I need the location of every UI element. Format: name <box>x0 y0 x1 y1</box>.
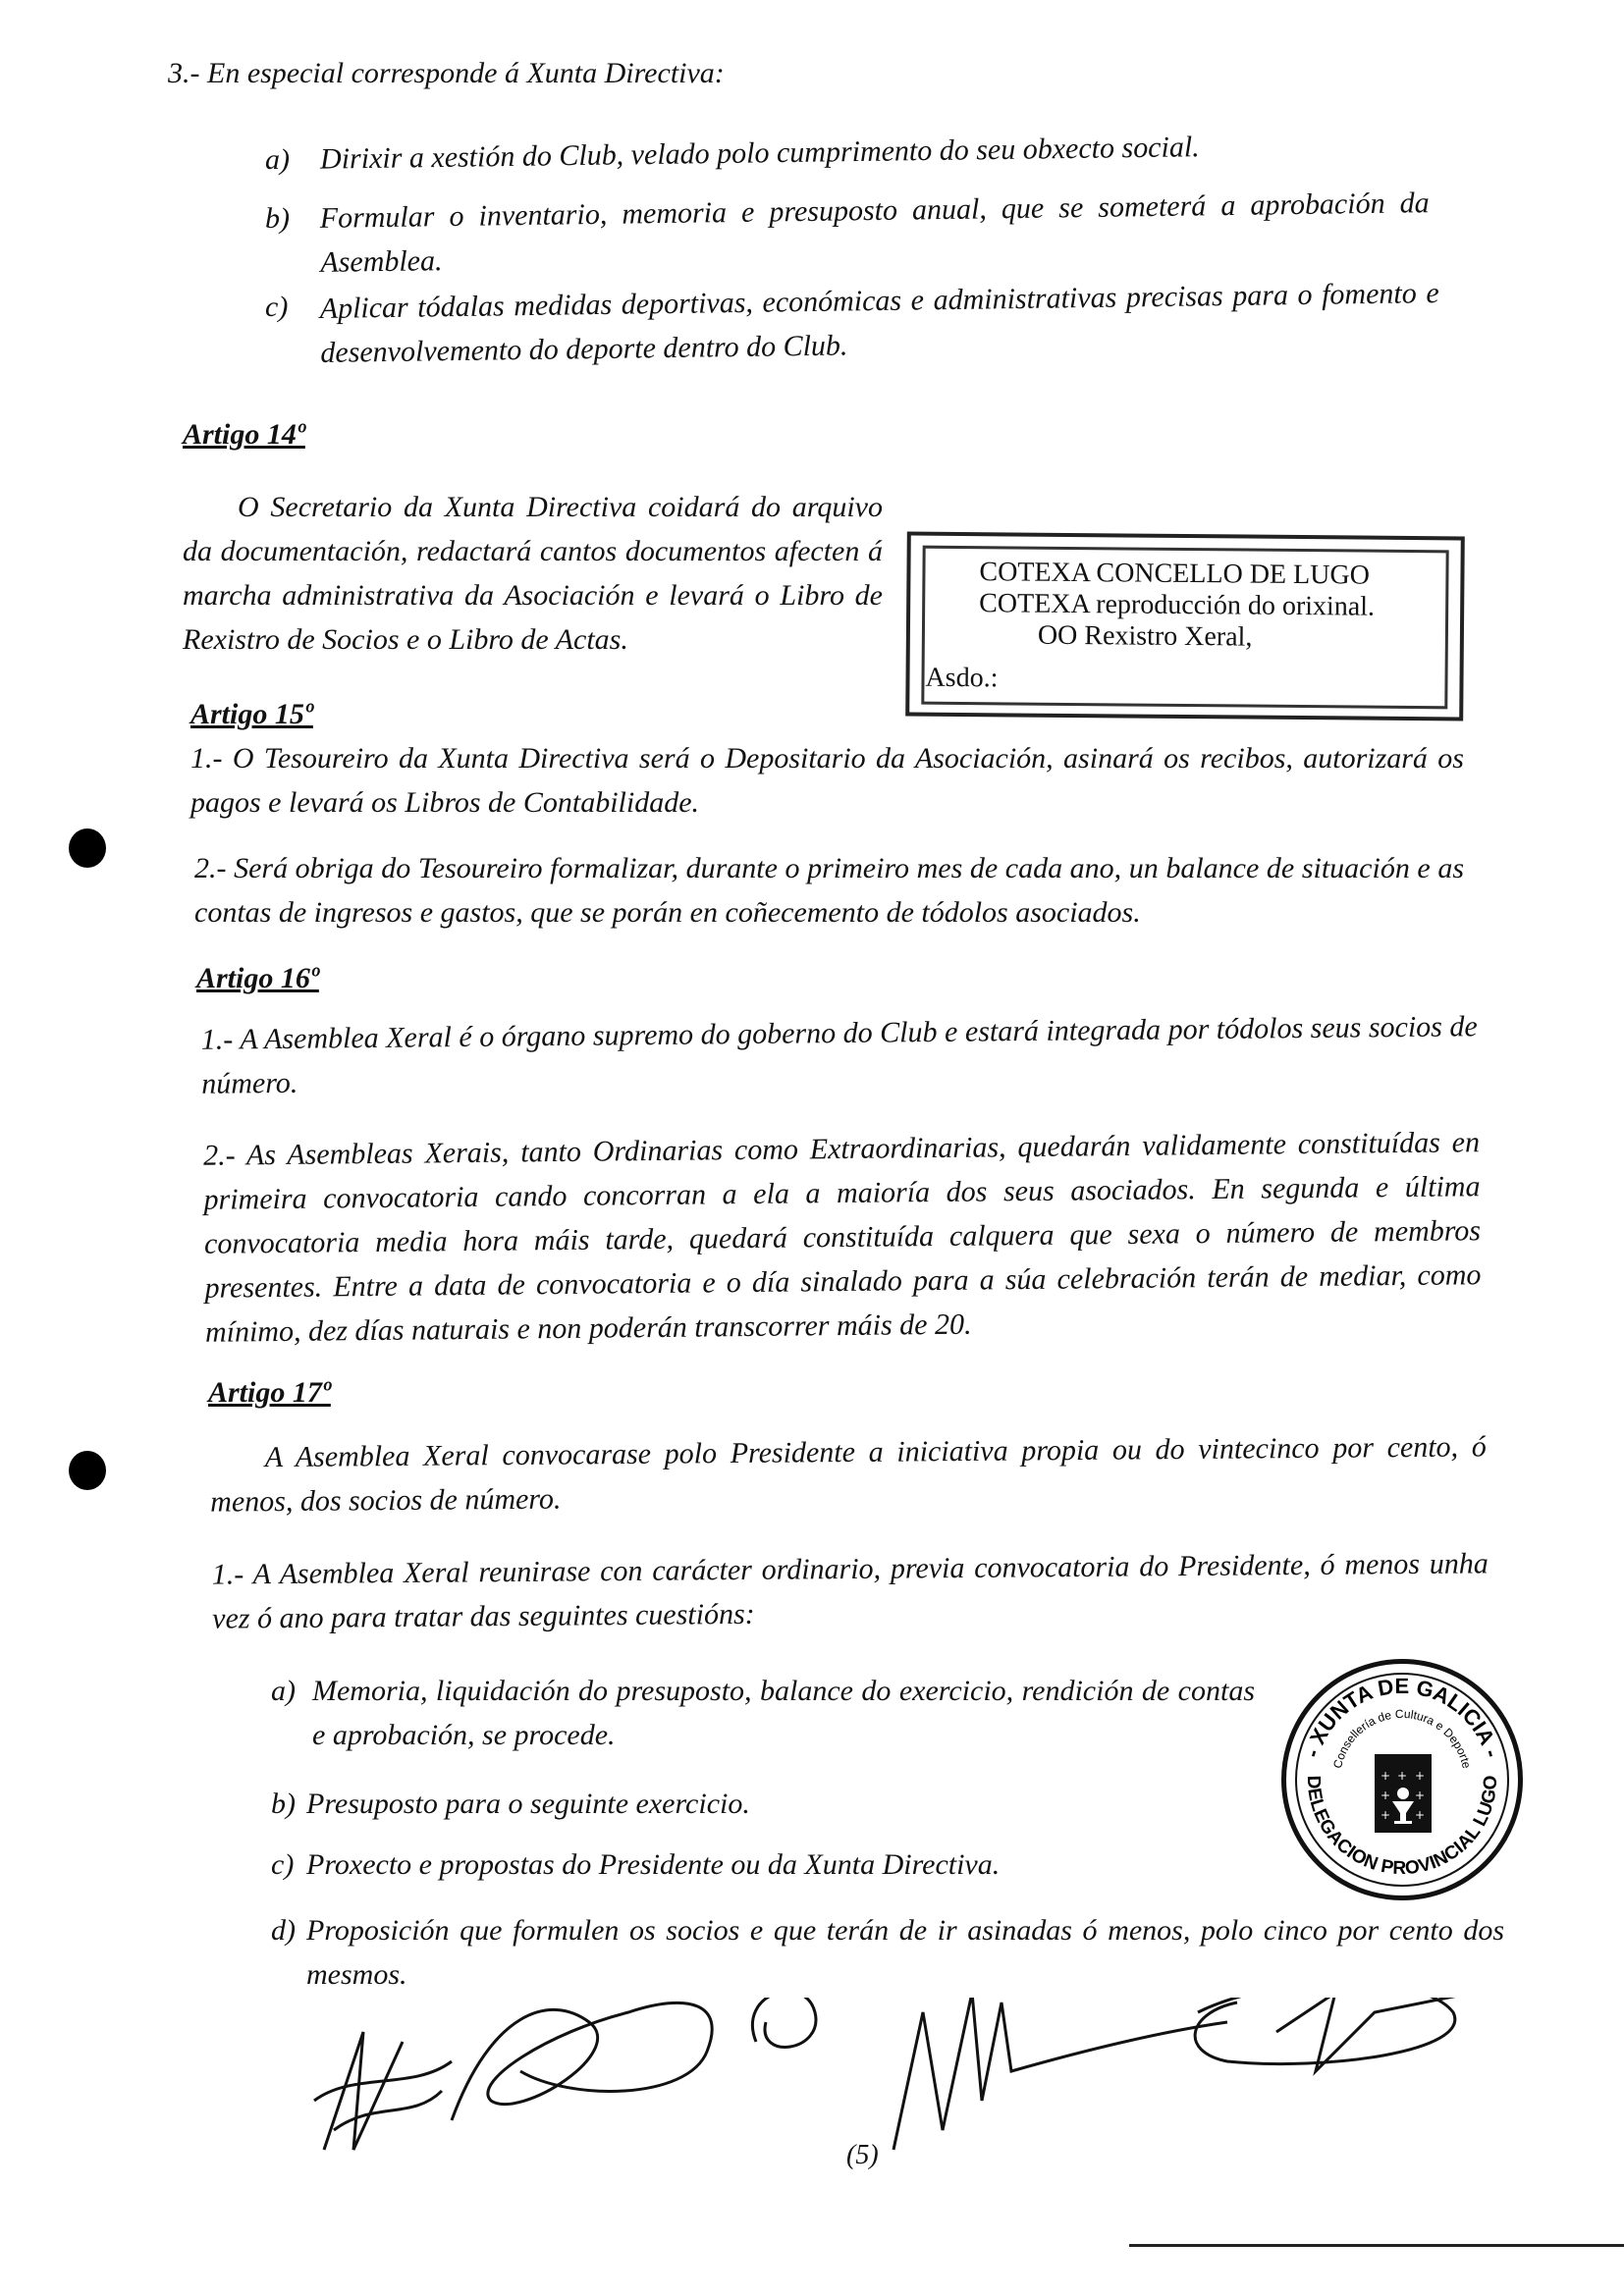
svg-text:+: + <box>1415 1808 1426 1822</box>
stamp-line: COTEXA reproducción do orixinal. <box>979 588 1376 622</box>
list-item: Presuposto para o seguinte exercicio. <box>306 1788 750 1820</box>
punch-hole <box>69 828 106 868</box>
svg-text:- XUNTA DE GALICIA -: - XUNTA DE GALICIA - <box>1299 1673 1505 1761</box>
certification-stamp <box>905 532 1465 721</box>
article-17-p1: 1.- A Asemblea Xeral reunirase con carácter ordinario, previa convocatoria do Presidente, ó menos unha vez ó ano para tratar das seguintes cuestións: <box>211 1547 1489 1635</box>
article-17-heading: Artigo 17º <box>208 1376 331 1409</box>
article-16-p2: 2.- As Asembleas Xerais, tanto Ordinarias como Extraordinarias, quedarán validamente constituídas en primeira convocatoria cando concorran a ela a maioría dos seus asociados. En segunda e última convocatoria media hora máis tarde, quedará constituída calquera que sexa o número de membros presentes. Entre a data de convocatoria e o día sinalado para a súa celebración terán de mediar, como mínimo, dez días naturais e non poderán transcorrer máis de 20. <box>202 1126 1482 1349</box>
article-17-intro: A Asemblea Xeral convocarase polo Presidente a iniciativa propia ou do vintecinco por cento, ó menos, dos socios de número. <box>210 1430 1487 1519</box>
list-item: Aplicar tódalas medidas deportivas, económicas e administrativas precisas para o fomento e desenvolvemento do deporte dentro do Club. <box>319 277 1439 369</box>
list-item: Memoria, liquidación do presuposto, balance do exercicio, rendición de contas e aprobación, se procede. <box>312 1675 1255 1751</box>
stamp-line: COTEXA CONCELLO DE LUGO <box>979 557 1371 591</box>
article-15-p2: 2.- Será obriga do Tesoureiro formalizar, durante o primeiro mes de cada ano, un balance de situación e as contas de ingresos e gastos, que se porán en coñecemento de tódolos asociados. <box>194 852 1464 929</box>
signatures <box>295 1998 1512 2184</box>
seal-emblem-icon <box>1286 1664 1518 1896</box>
list-label: c) <box>271 1848 295 1881</box>
svg-text:DELEGACION PROVINCIAL LUGO: DELEGACION PROVINCIAL LUGO <box>1302 1775 1502 1880</box>
signature-2 <box>452 2002 712 2120</box>
svg-text:+: + <box>1397 1769 1408 1783</box>
list-item: Proposición que formulen os socios e que terán de ir asinadas ó menos, polo cinco por cento dos mesmos. <box>306 1914 1504 1991</box>
article-16-p1: 1.- A Asemblea Xeral é o órgano supremo do goberno do Club e estará integrada por tódolos seus socios de número. <box>200 1010 1478 1100</box>
list-label: a) <box>265 143 290 176</box>
article-16-heading: Artigo 16º <box>196 962 319 994</box>
punch-hole <box>69 1451 106 1490</box>
page-number: (5) <box>846 2140 879 2170</box>
list-item: Proxecto e propostas do Presidente ou da Xunta Directiva. <box>306 1848 1001 1881</box>
article-14-heading: Artigo 14º <box>183 418 305 451</box>
intro-text: 3.- En especial corresponde á Xunta Directiva: <box>168 57 725 89</box>
articles-14-15-block <box>183 485 1464 934</box>
bottom-rule <box>1129 2244 1624 2247</box>
signature-4 <box>893 1998 1227 2150</box>
list-label: c) <box>265 291 289 323</box>
list-item: Dirixir a xestión do Club, velado polo cumprimento do seu obxecto social. <box>319 131 1200 176</box>
stamp-signed-label: Asdo.: <box>925 662 999 694</box>
list-label: d) <box>271 1914 296 1947</box>
stamp-line: OO Rexistro Xeral, <box>1037 619 1253 653</box>
list-item: Formular o inventario, memoria e presuposto anual, que se someterá a aprobación da Asemblea. <box>319 187 1430 279</box>
svg-text:+: + <box>1415 1789 1426 1802</box>
official-seal <box>1281 1659 1523 1900</box>
list-label: a) <box>271 1675 296 1707</box>
svg-text:+: + <box>1380 1769 1391 1783</box>
article-15-p1: 1.- O Tesoureiro da Xunta Directiva será o Depositario da Asociación, asinará os recibos, autorizará os pagos e levará os Libros de Contabilidade. <box>190 742 1464 819</box>
svg-text:+: + <box>1415 1769 1426 1783</box>
svg-text:+: + <box>1380 1789 1391 1802</box>
svg-text:+: + <box>1380 1808 1391 1822</box>
list-label: b) <box>271 1788 296 1820</box>
article-15-heading: Artigo 15º <box>190 698 313 730</box>
signature-1 <box>314 2032 452 2150</box>
list-label: b) <box>265 202 290 235</box>
svg-text:Consellería de Cultura e Depor: Consellería de Cultura e Deporte <box>1330 1706 1474 1770</box>
signature-3 <box>752 1998 816 2047</box>
signature-5 <box>1195 1998 1473 2071</box>
article-14-text: O Secretario da Xunta Directiva coidará do arquivo da documentación, redactará cantos documentos afecten á marcha administrativa da Asociación e levará o Libro de Rexistro de Socios e o Libro de Actas. <box>183 491 883 656</box>
